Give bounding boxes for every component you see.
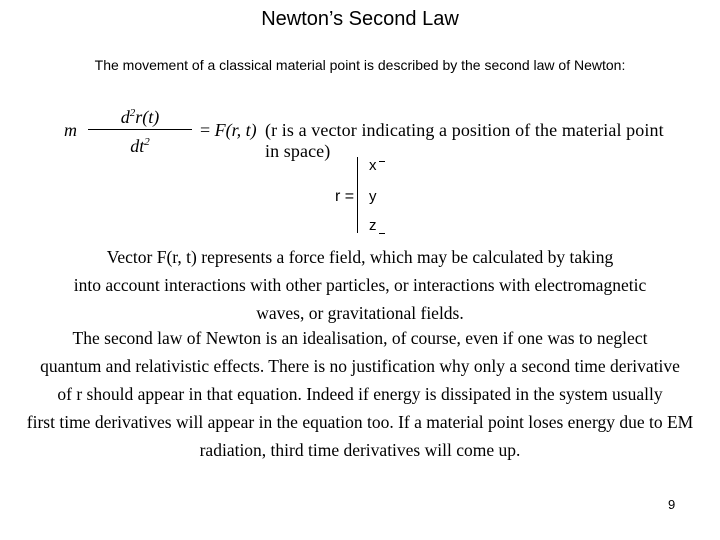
- column-bracket: [357, 157, 366, 233]
- equation-rhs: = F(r, t): [200, 120, 257, 140]
- text-line: radiation, third time derivatives will come up.: [199, 440, 521, 460]
- text-line: waves, or gravitational fields.: [256, 303, 464, 323]
- fraction-bar: [88, 129, 192, 130]
- text-line: quantum and relativistic effects. There is no justification why only a second time derivative: [40, 356, 680, 376]
- component-y: y: [369, 188, 377, 205]
- bracket-tick-top: [379, 161, 385, 162]
- newton-equation: [64, 100, 664, 160]
- mass-symbol: m: [64, 120, 77, 140]
- force-field-paragraph: [0, 243, 720, 327]
- intro-text: The movement of a classical material point is described by the second law of Newton:: [94, 57, 626, 73]
- fraction-numerator: $d^2r(t)$: [120, 107, 160, 127]
- second-derivative-fraction: [84, 102, 196, 157]
- bracket-tick-bottom: [379, 233, 385, 234]
- text-line: of r should appear in that equation. Indeed if energy is dissipated in the system usually: [57, 384, 663, 404]
- slide-title: Newton’s Second Law: [261, 8, 459, 30]
- component-x: x: [369, 157, 377, 174]
- equation-note: (r is a vector indicating a position of the material point in space): [265, 120, 664, 161]
- text-line: The second law of Newton is an idealisation, of course, even if one was to neglect: [72, 328, 648, 348]
- text-line: into account interactions with other particles, or interactions with electromagnetic: [73, 275, 647, 295]
- r-vector-label: r =: [335, 188, 355, 205]
- r-vector-definition: [335, 155, 395, 235]
- component-z: z: [369, 217, 377, 234]
- text-line: first time derivatives will appear in the equation too. If a material point loses energy due to EM: [26, 412, 694, 432]
- idealisation-paragraph: [0, 324, 720, 464]
- text-line: Vector F(r, t) represents a force field, which may be calculated by taking: [106, 247, 614, 267]
- fraction-denominator: $dt^2$: [130, 136, 150, 156]
- page-number: 9: [668, 497, 676, 512]
